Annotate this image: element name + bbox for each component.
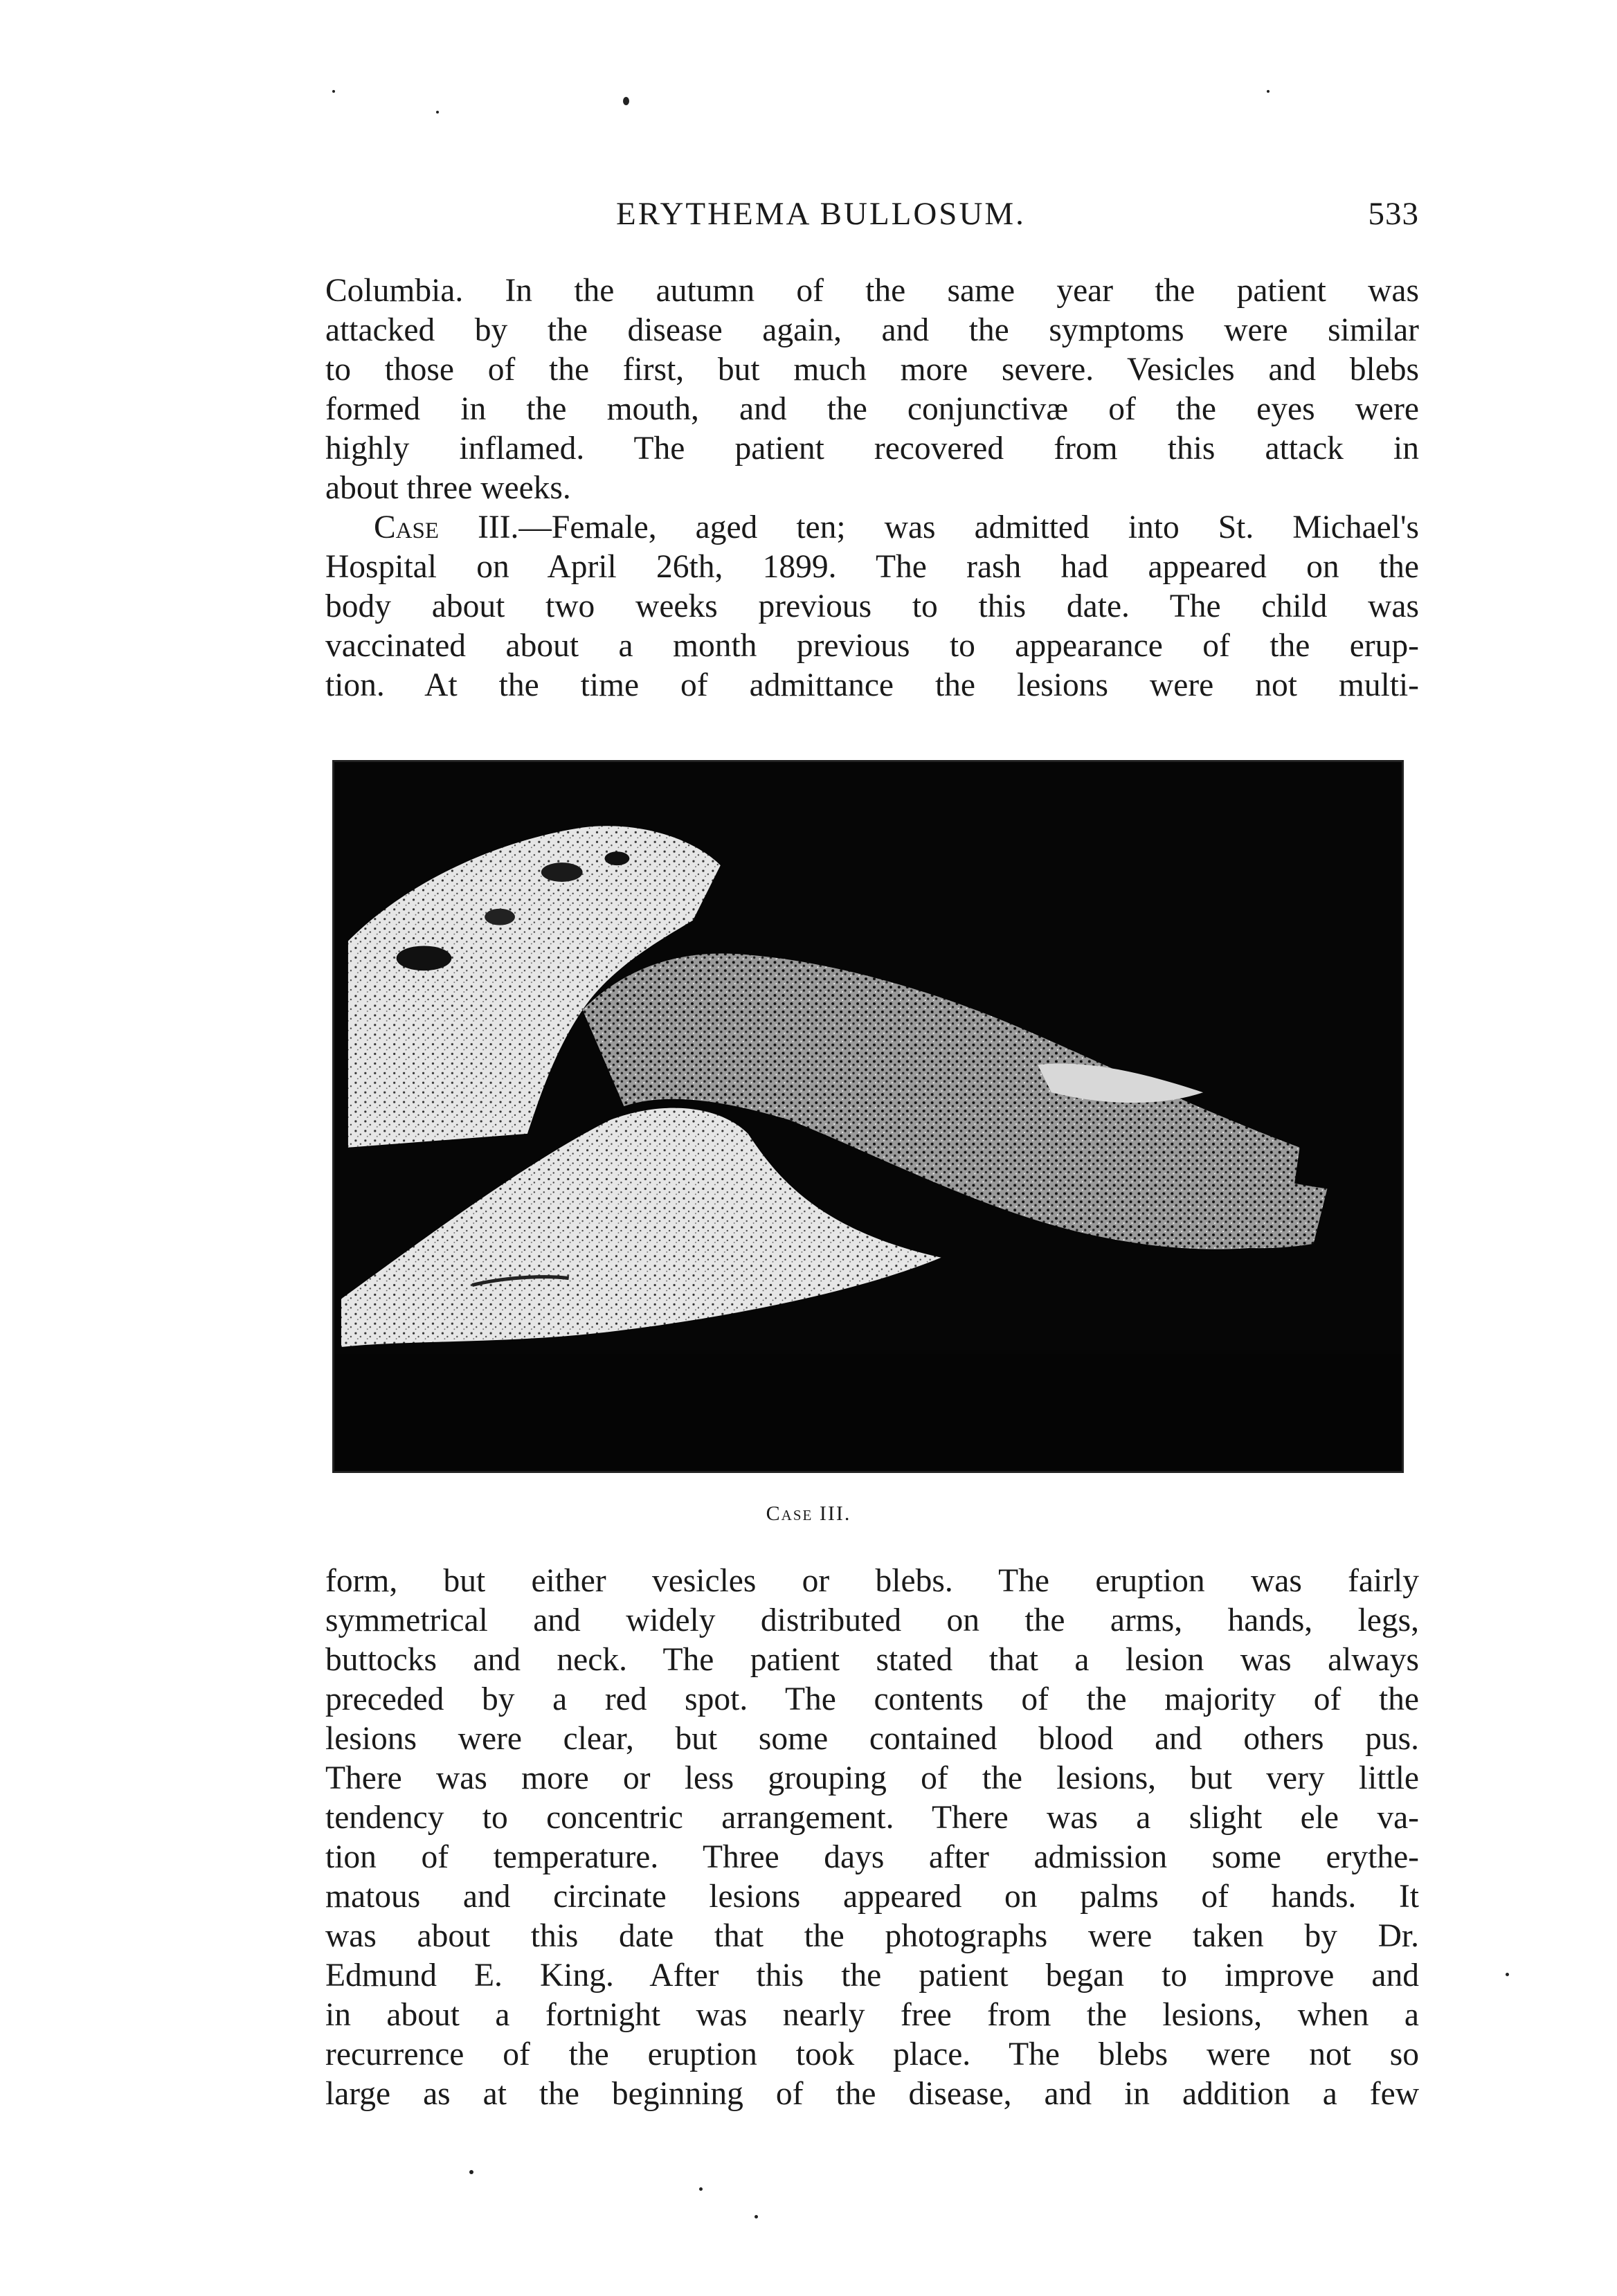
text-line: Columbia. In the autumn of the same year the patient was — [325, 273, 1419, 309]
text-line: about three weeks. — [325, 470, 571, 506]
text-line: preceded by a red spot. The contents of the majority of the — [325, 1681, 1419, 1717]
text-line: matous and circinate lesions appeared on palms of hands. It — [325, 1879, 1419, 1915]
running-title: ERYTHEMA BULLOSUM. — [616, 196, 1026, 232]
case-line-text: —Female, aged ten; was admitted into St. Michael's — [518, 509, 1419, 545]
scan-speck — [755, 2215, 758, 2218]
paragraph-case-three — [325, 508, 1419, 705]
scan-speck — [1506, 1973, 1509, 1976]
text-line: vaccinated about a month previous to appearance of the erup- — [325, 628, 1419, 664]
text-line: recurrence of the eruption took place. The blebs were not so — [325, 2036, 1419, 2072]
text-line: lesions were clear, but some contained blood and others pus. — [325, 1721, 1419, 1757]
scan-speck — [623, 97, 629, 105]
scan-speck — [469, 2170, 473, 2174]
text-line: in about a fortnight was nearly free from the lesions, when a — [325, 1997, 1419, 2033]
case-label: Case III. — [374, 509, 519, 545]
text-line: buttocks and neck. The patient stated that a lesion was always — [325, 1642, 1419, 1678]
text-line: Hospital on April 26th, 1899. The rash had appeared on the — [325, 549, 1419, 585]
text-line: tendency to concentric arrangement. There was a slight ele va- — [325, 1800, 1419, 1836]
text-line: large as at the beginning of the disease, and in addition a few — [325, 2076, 1419, 2112]
text-line: formed in the mouth, and the conjunctivæ of the eyes were — [325, 391, 1419, 427]
text-line: form, but either vesicles or blebs. The eruption was fairly — [325, 1563, 1419, 1599]
paragraph-bottom — [325, 1562, 1419, 2114]
page-header — [325, 195, 1419, 244]
text-line: body about two weeks previous to this date. The child was — [325, 588, 1419, 624]
text-line: Edmund E. King. After this the patient began to improve and — [325, 1958, 1419, 1994]
photograph-illustration — [334, 762, 1402, 1471]
text-line: to those of the first, but much more severe. Vesicles and blebs — [325, 352, 1419, 388]
text-line: was about this date that the photographs were taken by Dr. — [325, 1918, 1419, 1954]
scan-speck — [436, 111, 439, 114]
scan-speck — [332, 90, 335, 93]
scan-speck — [699, 2187, 703, 2191]
text-line: attacked by the disease again, and the symptoms were similar — [325, 312, 1419, 348]
page-number: 533 — [1368, 196, 1419, 232]
paragraph-top — [325, 271, 1419, 508]
text-line: symmetrical and widely distributed on the arms, hands, legs, — [325, 1602, 1419, 1638]
text-line — [325, 508, 1419, 548]
figure-caption: Case III. — [766, 1502, 851, 1525]
case-three-photograph — [332, 760, 1404, 1473]
text-line: There was more or less grouping of the lesions, but very little — [325, 1760, 1419, 1796]
text-line: highly inflamed. The patient recovered from this attack in — [325, 431, 1419, 467]
text-line: tion of temperature. Three days after admission some erythe- — [325, 1839, 1419, 1875]
scan-speck — [1267, 90, 1270, 93]
text-line: tion. At the time of admittance the lesions were not multi- — [325, 667, 1419, 703]
